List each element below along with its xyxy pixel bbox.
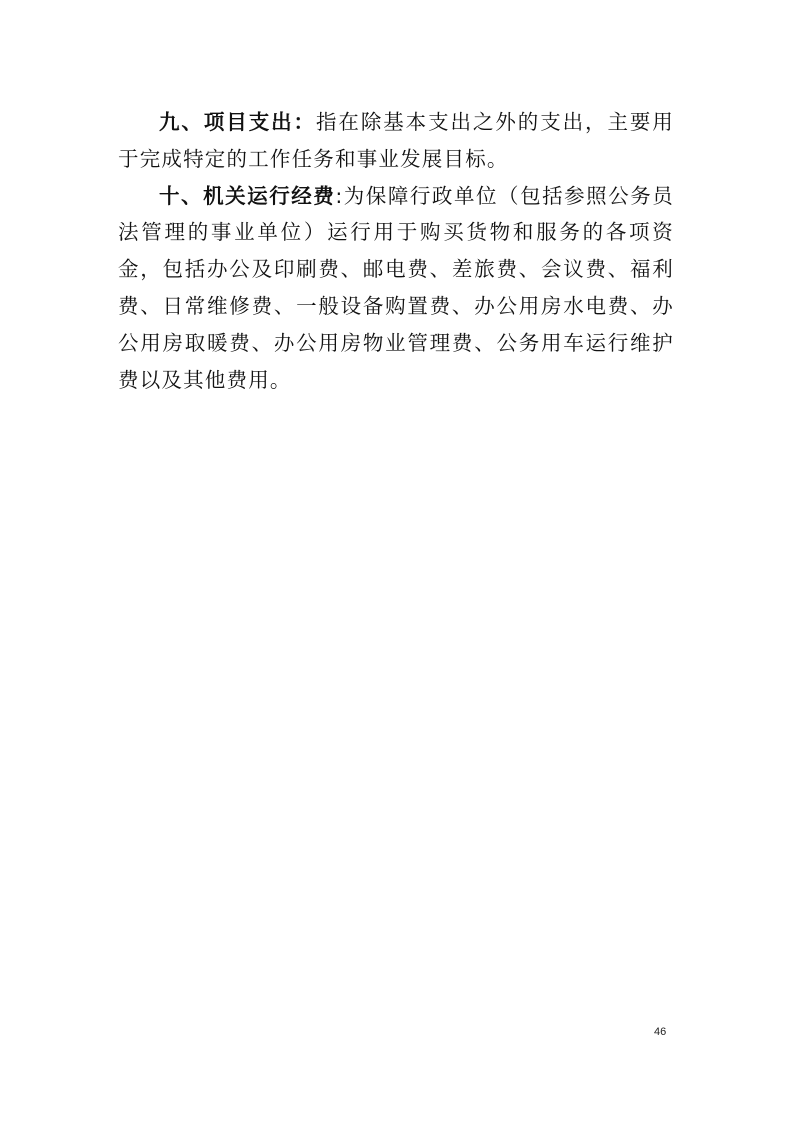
body-text [118,104,674,398]
definition-operating-expenses: :为保障行政单位（包括参照公务员法管理的事业单位）运行用于购买货物和服务的各项资金，包括办公及印刷费、邮电费、差旅费、会议费、福利费、日常维修费、一般设备购置费、办公用房水电费、办公用房取暖费、办公用房物业管理费、公务用车运行维护费以及其他费用。 [118,183,674,392]
term-operating-expenses: 十、机关运行经费 [159,183,336,208]
definition-project-expenditure: 指在除基本支出之外的支出，主要用于完成特定的工作任务和事业发展目标。 [118,110,675,171]
page-number: 46 [654,1026,667,1038]
paragraph-operating-expenses [118,178,674,399]
term-project-expenditure: 九、项目支出： [159,110,316,134]
paragraph-project-expenditure [118,104,674,178]
